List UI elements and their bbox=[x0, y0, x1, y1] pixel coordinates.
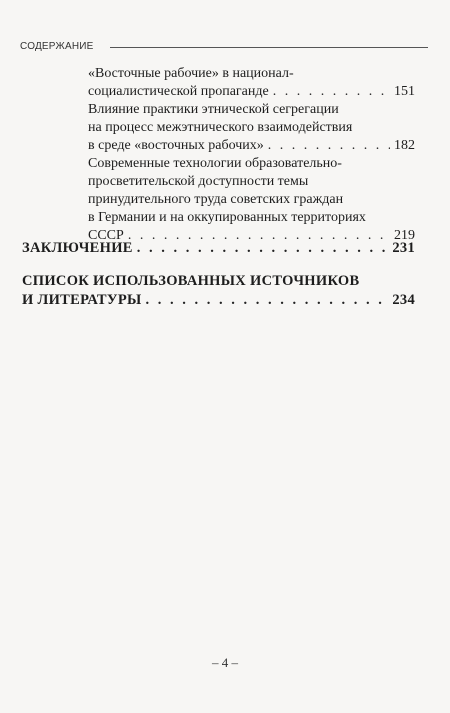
toc-page-number: 151 bbox=[394, 84, 415, 99]
toc-entry-line: в среде «восточных рабочих» bbox=[88, 138, 264, 153]
toc-page-number: 219 bbox=[394, 228, 415, 243]
toc-entry bbox=[88, 155, 415, 245]
toc-entry-leader-line bbox=[88, 83, 415, 101]
toc-section bbox=[22, 272, 415, 310]
toc-section-title: СПИСОК ИСПОЛЬЗОВАННЫХ ИСТОЧНИКОВ bbox=[22, 273, 360, 289]
dot-leader bbox=[268, 137, 390, 155]
toc-section bbox=[22, 239, 415, 258]
dot-leader bbox=[146, 291, 389, 310]
toc-page-number: 234 bbox=[392, 292, 415, 308]
toc-entry-line: в Германии и на оккупированных территориях bbox=[88, 210, 366, 225]
header-rule bbox=[110, 47, 428, 48]
toc-entry-leader-line bbox=[88, 137, 415, 155]
dot-leader bbox=[273, 83, 390, 101]
toc-section-leader-line bbox=[22, 291, 415, 310]
toc-entry bbox=[88, 101, 415, 155]
toc-section-title: И ЛИТЕРАТУРЫ bbox=[22, 292, 142, 308]
toc-entry-line: Влияние практики этнической сегрегации bbox=[88, 102, 339, 117]
toc-entry-line: принудительного труда советских граждан bbox=[88, 192, 344, 207]
toc-entry-line: на процесс межэтнического взаимодействия bbox=[88, 120, 353, 135]
toc-entry-line: СССР bbox=[88, 228, 124, 243]
toc-entry-line: Современные технологии образовательно- bbox=[88, 156, 342, 171]
dot-leader bbox=[137, 239, 389, 258]
toc-entry-line: социалистической пропаганде bbox=[88, 84, 269, 99]
toc-entry-line: «Восточные рабочие» в национал- bbox=[88, 66, 294, 81]
toc-entry-line: просветительской доступности темы bbox=[88, 174, 309, 189]
running-head: СОДЕРЖАНИЕ bbox=[20, 41, 94, 52]
toc-page-number: 182 bbox=[394, 138, 415, 153]
toc-entry bbox=[88, 65, 415, 101]
toc-section-leader-line bbox=[22, 239, 415, 258]
page-number: – 4 – bbox=[212, 655, 238, 670]
toc-section-title: ЗАКЛЮЧЕНИЕ bbox=[22, 240, 133, 256]
toc-page-number: 231 bbox=[392, 240, 415, 256]
